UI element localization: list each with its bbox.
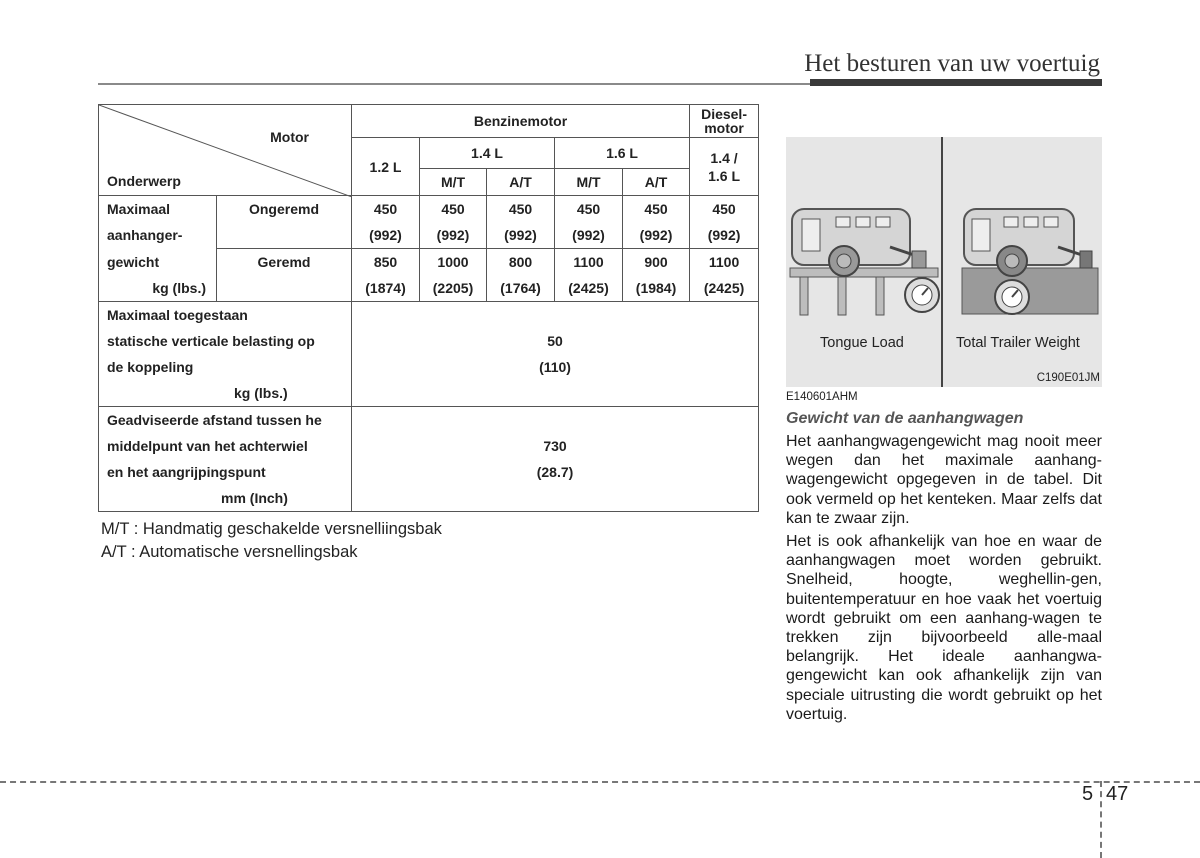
transmission-header: M/T	[555, 169, 623, 196]
table-cell: (992)	[352, 222, 420, 249]
table-cell: (992)	[487, 222, 555, 249]
section-body	[786, 432, 1102, 728]
transmission-header: A/T	[623, 169, 690, 196]
static-load-label: statische verticale belasting op	[99, 328, 352, 354]
distance-value: 730	[352, 433, 759, 459]
max-weight-label: Maximaal	[99, 196, 217, 223]
section-reference-code: E140601AHM	[786, 391, 858, 403]
header-rule	[98, 83, 810, 85]
footnote-at: A/T : Automatische versnellingsbak	[101, 543, 358, 561]
distance-label: Geadviseerde afstand tussen he	[99, 407, 352, 434]
table-cell: (1874)	[352, 275, 420, 302]
table-corner-cell	[99, 105, 352, 196]
section-heading: Gewicht van de aanhangwagen	[786, 410, 1024, 427]
static-load-unit: kg (lbs.)	[99, 380, 352, 407]
table-cell: (1984)	[623, 275, 690, 302]
static-load-value-lbs: (110)	[352, 354, 759, 380]
engine-1-6-header: 1.6 L	[555, 138, 690, 169]
diesel-header: Diesel- motor	[690, 105, 759, 138]
table-cell: 800	[487, 249, 555, 276]
table-cell: (2205)	[420, 275, 487, 302]
table-cell: (1764)	[487, 275, 555, 302]
engine-1-4-header: 1.4 L	[420, 138, 555, 169]
static-load-label: de koppeling	[99, 354, 352, 380]
table-cell: 450	[352, 196, 420, 223]
table-cell: 450	[623, 196, 690, 223]
table-cell: 1100	[555, 249, 623, 276]
table-cell	[352, 407, 759, 434]
engine-1-2-header: 1.2 L	[352, 138, 420, 196]
table-cell: 900	[623, 249, 690, 276]
table-cell: 450	[690, 196, 759, 223]
table-cell: (992)	[420, 222, 487, 249]
table-cell	[217, 222, 352, 249]
table-cell: (2425)	[555, 275, 623, 302]
tongue-load-label: Tongue Load	[820, 335, 904, 351]
total-trailer-weight-scene	[962, 209, 1098, 314]
illustration-code: C190E01JM	[1036, 372, 1100, 384]
footer-divider	[1100, 781, 1102, 858]
max-weight-label: gewicht	[99, 249, 217, 276]
table-cell: 850	[352, 249, 420, 276]
table-cell	[352, 380, 759, 407]
trailer-weight-illustration	[786, 137, 1102, 387]
distance-label: en het aangrijpingspunt	[99, 459, 352, 485]
corner-motor-label: Motor	[270, 129, 309, 145]
body-paragraph: Het is ook afhankelijk van hoe en waar de aanhangwagen moet worden gebruikt. Snelheid, hoogte, weghellin-gen, buitentemperatuur en hoe vaak het voertuig wordt gebruikt om een aanhang-wagen te trekken zijn bijvoorbeeld alle-maal belangrijk. Het ideale aanhangwa-gengewicht kan ook afhankelijk zijn van speciale uitrusting die wordt gebruikt op het voertuig.	[786, 533, 1102, 723]
table-cell: (992)	[555, 222, 623, 249]
chapter-number: 5	[1082, 783, 1094, 805]
distance-value-inch: (28.7)	[352, 459, 759, 485]
braked-label: Geremd	[217, 249, 352, 276]
page-number: 47	[1106, 783, 1129, 805]
max-weight-unit: kg (lbs.)	[99, 275, 217, 302]
table-cell: 1100	[690, 249, 759, 276]
total-trailer-weight-label: Total Trailer Weight	[956, 335, 1080, 351]
table-cell: (992)	[690, 222, 759, 249]
max-weight-label: aanhanger-	[99, 222, 217, 249]
corner-subject-label: Onderwerp	[107, 173, 181, 189]
table-footnotes	[101, 518, 442, 564]
towing-spec-table	[98, 104, 759, 512]
table-cell: 1000	[420, 249, 487, 276]
footer-rule	[0, 781, 1200, 783]
table-cell: 450	[420, 196, 487, 223]
transmission-header: A/T	[487, 169, 555, 196]
unbraked-label: Ongeremd	[217, 196, 352, 223]
footnote-mt: M/T : Handmatig geschakelde versnelliingsbak	[101, 520, 442, 538]
table-cell: 450	[555, 196, 623, 223]
table-cell: 450	[487, 196, 555, 223]
distance-label: middelpunt van het achterwiel	[99, 433, 352, 459]
transmission-header: M/T	[420, 169, 487, 196]
static-load-value: 50	[352, 328, 759, 354]
page-header-title: Het besturen van uw voertuig	[804, 50, 1100, 77]
table-cell: (2425)	[690, 275, 759, 302]
table-cell: (992)	[623, 222, 690, 249]
tongue-load-scene	[790, 209, 939, 315]
illustration-divider	[941, 137, 943, 387]
static-load-label: Maximaal toegestaan	[99, 302, 352, 329]
table-cell	[352, 485, 759, 512]
benzine-header: Benzinemotor	[352, 105, 690, 138]
table-cell	[352, 302, 759, 329]
distance-unit: mm (Inch)	[99, 485, 352, 512]
table-cell	[217, 275, 352, 302]
engine-diesel-header: 1.4 / 1.6 L	[690, 138, 759, 196]
body-paragraph: Het aanhangwagengewicht mag nooit meer wegen dan het maximale aanhang-wagengewicht opgegeven in de tabel. Dit ook vermeld op het kenteken. Maar zelfs dat kan te zwaar zijn.	[786, 433, 1102, 527]
header-rule-accent	[810, 79, 1102, 86]
